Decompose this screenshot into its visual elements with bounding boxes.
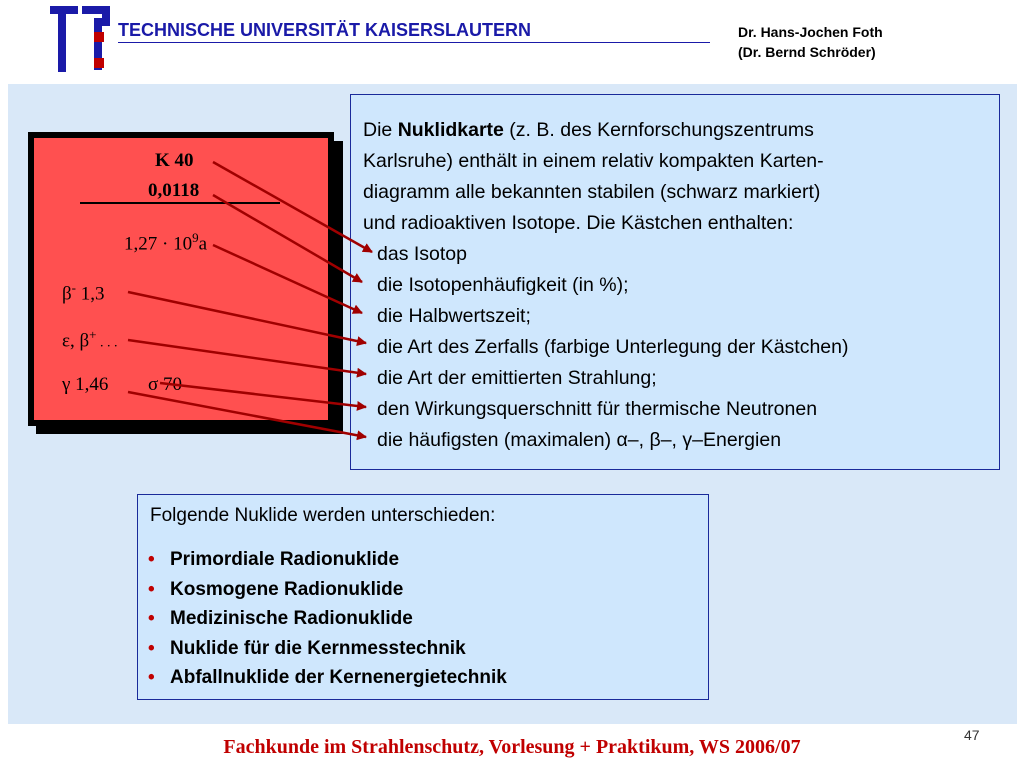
beta-minus-sign: - (71, 280, 77, 295)
page-number: 47 (964, 727, 980, 743)
card-divider (80, 202, 280, 204)
isotope-abundance: 0,0118 (148, 180, 200, 201)
info-item-abundance: die Isotopenhäufigkeit (in %); (377, 274, 629, 296)
gamma-energy: γ 1,46 (62, 374, 109, 395)
info-intro-pre: Die (363, 119, 398, 141)
bullet-icon: • (148, 608, 155, 629)
nuclide-chart-info-box (350, 94, 1000, 470)
list-item (148, 663, 507, 693)
bullet-icon: • (148, 667, 155, 688)
isotope-name: K 40 (155, 150, 194, 171)
co-author-name: (Dr. Bernd Schröder) (738, 44, 876, 60)
half-life-unit: a (198, 233, 208, 255)
list-item (148, 545, 507, 575)
info-item-energies: die häufigsten (maximalen) α–, β–, γ–Energien (377, 429, 782, 451)
footer-course-title: Fachkunde im Strahlenschutz, Vorlesung + Praktikum, WS 2006/07 (223, 736, 801, 758)
beta-minus-symbol: β (62, 283, 72, 305)
beta-minus-decay (62, 280, 105, 305)
info-line-3: diagramm alle bekannten stabilen (schwarz markiert) (363, 181, 821, 203)
nuclide-types-intro: Folgende Nuklide werden unterschieden: (150, 505, 496, 526)
university-name: TECHNISCHE UNIVERSITÄT KAISERSLAUTERN (118, 20, 532, 40)
tu-kaiserslautern-logo (48, 2, 114, 74)
info-item-radiation-type: die Art der emittierten Strahlung; (377, 367, 657, 389)
info-item-isotope: das Isotop (377, 243, 467, 265)
info-item-cross-section: den Wirkungsquerschnitt für thermische Neutronen (377, 398, 818, 420)
info-item-decay-type: die Art des Zerfalls (farbige Unterlegung der Kästchen) (377, 336, 849, 358)
cross-section: σ 70 (148, 374, 182, 395)
author-block (738, 22, 883, 62)
list-item (148, 604, 507, 634)
list-item-label: Nuklide für die Kernmesstechnik (170, 637, 466, 659)
header (0, 0, 1024, 82)
list-item-label: Kosmogene Radionuklide (170, 578, 404, 600)
list-item (148, 634, 507, 664)
nuclide-types-box (137, 494, 709, 700)
author-name: Dr. Hans-Jochen Foth (738, 24, 883, 40)
epsilon-beta-plus-symbol: ε, β (62, 330, 90, 352)
list-item-label: Medizinische Radionuklide (170, 608, 413, 629)
header-underline (118, 42, 710, 43)
info-intro-post: (z. B. des Kernforschungszentrums (503, 119, 814, 141)
list-item-label: Abfallnuklide der Kernenergietechnik (170, 667, 507, 688)
half-life-exponent: 9 (192, 230, 199, 245)
bullet-icon: • (148, 637, 155, 659)
beta-minus-energy: 1,3 (76, 283, 105, 305)
decay-ellipsis: . . . (96, 335, 118, 351)
list-item-label: Primordiale Radionuklide (170, 549, 400, 570)
bullet-icon: • (148, 549, 155, 570)
bullet-icon: • (148, 578, 155, 600)
half-life (124, 230, 207, 255)
info-intro-bold: Nuklidkarte (397, 119, 504, 141)
epsilon-beta-plus-decay (62, 327, 118, 352)
info-line-1 (363, 115, 999, 146)
info-text (363, 115, 999, 456)
beta-plus-sign: + (89, 327, 97, 342)
info-line-4: und radioaktiven Isotope. Die Kästchen enthalten: (363, 212, 794, 234)
info-line-2: Karlsruhe) enthält in einem relativ kompakten Karten- (363, 150, 824, 172)
nuclide-types-list (148, 545, 507, 693)
half-life-base: 1,27 · 10 (124, 233, 193, 255)
info-item-half-life: die Halbwertszeit; (377, 305, 531, 327)
list-item (148, 575, 507, 605)
